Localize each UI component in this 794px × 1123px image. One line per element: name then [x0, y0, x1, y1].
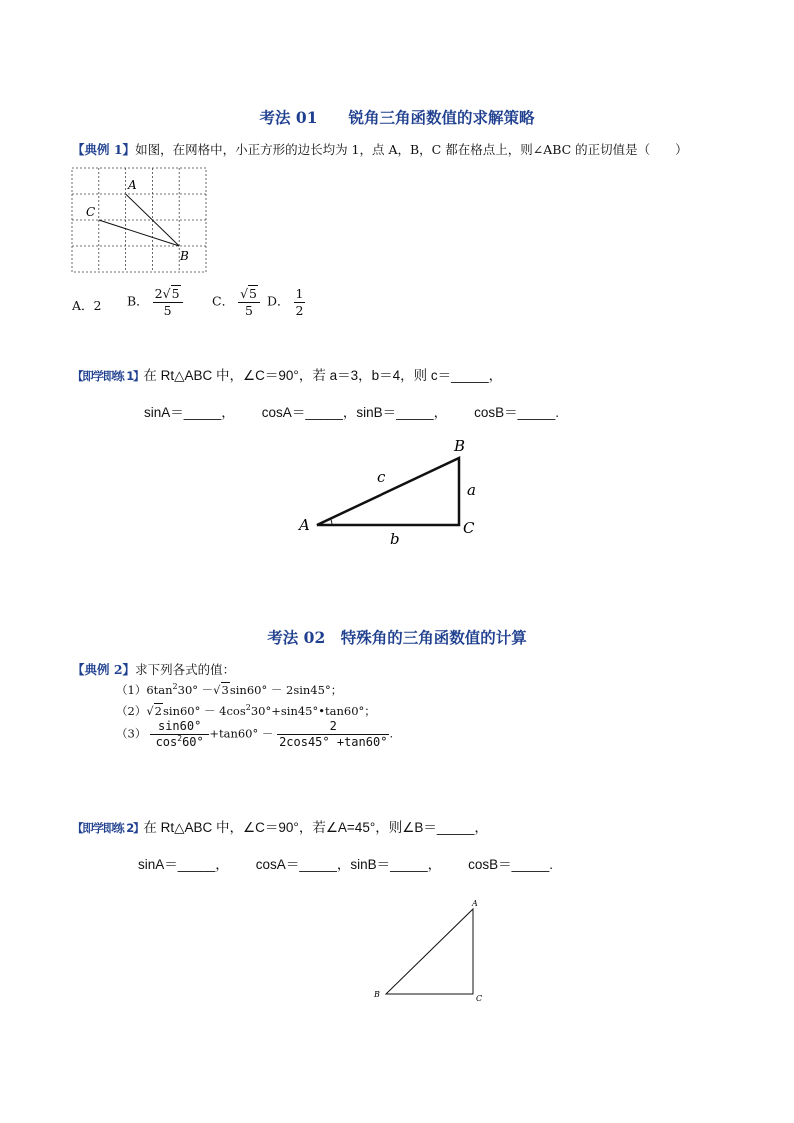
- section-2-title: 考法 02 特殊角的三角函数值的计算: [267, 628, 527, 647]
- triangle-1-label-side-c: c: [377, 468, 386, 486]
- practice-2-line-2: sinA＝_____， cosA＝_____，sinB＝_____， cosB＝_____.: [138, 857, 553, 872]
- example-2-item-2: $(2)√2\sin 60^\circ - 4\cos^230^\circ+\sin 45^\circ•\tan 60^\circ$；: [116, 703, 376, 718]
- triangle-1-label-a-vertex: A: [299, 516, 310, 534]
- practice-2-tag: 【即学即练 2】: [72, 821, 144, 835]
- triangle-1-label-c-vertex: C: [463, 519, 475, 537]
- practice-2-line-1: 【即学即练 2】在 Rt△ABC 中，∠C＝90°，若∠A=45°，则∠B＝_____，: [72, 820, 488, 835]
- option-b-label: B．: [127, 293, 149, 309]
- triangle-1-label-b-vertex: B: [454, 437, 466, 455]
- triangle-figure-1: [290, 434, 490, 552]
- option-d-label: D．: [267, 293, 290, 309]
- triangle-1-label-side-a: a: [467, 481, 476, 499]
- option-d: [267, 286, 305, 318]
- option-d-fraction: $\frac{1}{2}$: [295, 286, 304, 318]
- sqrt-symbol: √: [213, 683, 221, 697]
- practice-1-tag: 【即学即练 1】: [72, 369, 144, 383]
- segment-cb: [99, 220, 179, 246]
- grid-label-c: C: [86, 205, 96, 219]
- triangle-1-label-side-b: b: [390, 530, 400, 548]
- practice-1-line-2: sinA＝_____， cosA＝_____，sinB＝_____， cosB＝_____.: [144, 405, 559, 420]
- example-2-tag: 【典例 2】: [72, 662, 136, 677]
- grid-label-a: A: [128, 178, 137, 192]
- example-2-item-3: （3） $\frac{\sin 60^\circ}{\cos^260^\circ}$ +tan60° － $\frac{2}{2\cos 45^\circ +\tan 60^\circ}$ .: [116, 719, 394, 749]
- sqrt-symbol: √: [146, 704, 154, 718]
- example-1-question: [72, 140, 688, 158]
- section-1-title: 考法 01 锐角三角函数值的求解策略: [259, 108, 535, 127]
- option-b: [127, 286, 183, 318]
- option-c-label: C．: [212, 293, 235, 309]
- option-c-fraction: $\frac{√5}{5}$: [238, 286, 260, 318]
- sqrt-symbol: √: [162, 286, 171, 301]
- option-a: A．2: [72, 298, 102, 313]
- triangle-2-label-a-vertex: A: [472, 899, 478, 908]
- item-3-fraction-1: $\frac{\sin 60^\circ}{\cos^260^\circ}$: [150, 719, 209, 750]
- grid-figure: [68, 164, 214, 276]
- example-1-tag: 【典例 1】: [72, 142, 136, 157]
- option-b-fraction: $\frac{2√5}{5}$: [153, 286, 183, 318]
- example-2-item-1: $(1)6\tan^230^\circ -√3\sin 60^\circ - 2\sin 45^\circ$；: [116, 682, 343, 697]
- triangle-figure-2: [366, 894, 496, 1006]
- grid-label-b: B: [180, 249, 189, 263]
- item-3-fraction-2: $\frac{2}{2\cos 45^\circ +\tan 60^\circ}$: [279, 719, 388, 749]
- example-2-intro: 【典例 2】求下列各式的值：: [72, 662, 236, 677]
- sqrt-symbol: √: [240, 286, 249, 301]
- triangle-2-label-c-vertex: C: [476, 994, 483, 1003]
- triangle-2-label-b-vertex: B: [374, 990, 380, 999]
- option-c: [212, 286, 260, 318]
- example-1-text: 如图，在网格中，小正方形的边长均为 1，点 A，B，C 都在格点上，则∠ABC 的正切值是（ ）: [135, 142, 688, 157]
- practice-1-line-1: 【即学即练 1】在 Rt△ABC 中，∠C＝90°，若 a＝3，b＝4，则 c＝_____，: [72, 368, 503, 383]
